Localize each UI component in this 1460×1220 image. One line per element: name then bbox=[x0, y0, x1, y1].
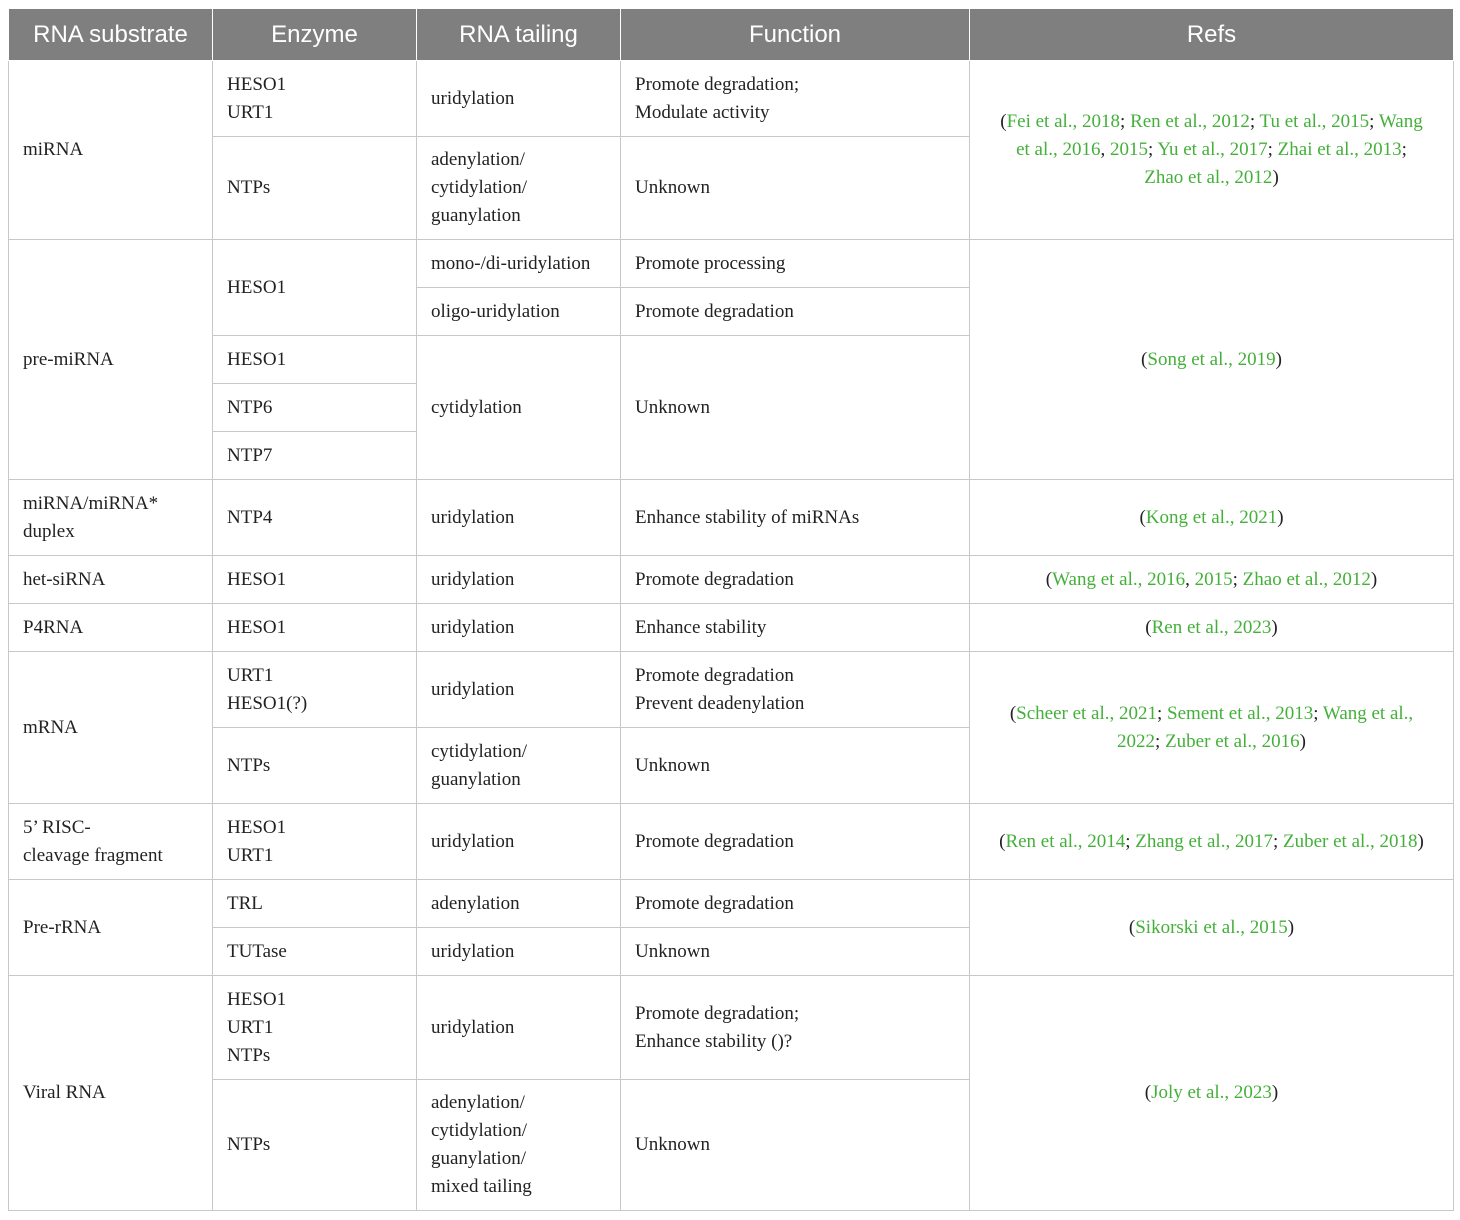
enzyme-cell: NTP7 bbox=[213, 432, 417, 480]
enzyme-cell: HESO1 URT1 bbox=[213, 804, 417, 880]
header-enzyme: Enzyme bbox=[213, 9, 417, 61]
enzyme-cell: HESO1 bbox=[213, 336, 417, 384]
table-row bbox=[9, 880, 1454, 928]
tailing-cell: uridylation bbox=[417, 61, 621, 137]
header-row bbox=[9, 9, 1454, 61]
function-cell: Promote degradation bbox=[621, 288, 970, 336]
ref-link[interactable]: Wang et al., bbox=[1322, 702, 1414, 724]
function-cell: Unknown bbox=[621, 137, 970, 240]
function-cell: Unknown bbox=[621, 1080, 970, 1211]
ref-link[interactable]: 2022 bbox=[1117, 730, 1156, 752]
refs-cell: (Kong et al., 2021) bbox=[970, 480, 1454, 556]
refs-cell: (Song et al., 2019) bbox=[970, 240, 1454, 480]
refs-cell: (Ren et al., 2014; Zhang et al., 2017; Zuber et al., 2018) bbox=[970, 804, 1454, 880]
ref-link[interactable]: Ren et al., 2014 bbox=[1005, 830, 1126, 852]
ref-link[interactable]: Sement et al., 2013 bbox=[1167, 702, 1314, 724]
rna-tailing-table bbox=[8, 8, 1454, 1211]
function-cell: Promote degradation; Enhance stability ()? bbox=[621, 976, 970, 1080]
ref-link[interactable]: Kong et al., 2021 bbox=[1145, 506, 1278, 528]
refs-cell: (Joly et al., 2023) bbox=[970, 976, 1454, 1211]
enzyme-cell: HESO1 bbox=[213, 556, 417, 604]
ref-link[interactable]: Zuber et al., 2018 bbox=[1283, 830, 1418, 852]
tailing-cell: cytidylation/ guanylation bbox=[417, 728, 621, 804]
enzyme-cell: HESO1 URT1 bbox=[213, 61, 417, 137]
tailing-cell: adenylation/ cytidylation/ guanylation/ mixed tailing bbox=[417, 1080, 621, 1211]
ref-link[interactable]: Tu et al., 2015 bbox=[1259, 111, 1370, 132]
ref-link[interactable]: Sikorski et al., 2015 bbox=[1135, 916, 1288, 938]
ref-link[interactable]: et al., 2016 bbox=[1016, 139, 1101, 160]
function-cell: Enhance stability bbox=[621, 604, 970, 652]
substrate-cell: 5’ RISC- cleavage fragment bbox=[9, 804, 213, 880]
refs-cell: (Sikorski et al., 2015) bbox=[970, 880, 1454, 976]
tailing-cell: oligo-uridylation bbox=[417, 288, 621, 336]
refs-cell: (Wang et al., 2016, 2015; Zhao et al., 2012) bbox=[970, 556, 1454, 604]
ref-link[interactable]: 2015 bbox=[1194, 568, 1233, 590]
ref-link[interactable]: Joly et al., 2023 bbox=[1151, 1082, 1272, 1103]
function-cell: Promote degradation bbox=[621, 804, 970, 880]
ref-link[interactable]: 2015 bbox=[1110, 139, 1148, 160]
refs-cell: (Fei et al., 2018; Ren et al., 2012; Tu et al., 2015; Wang et al., 2016, 2015; Yu et al., 2017; Zhai et al., 2013; Zhao et al., 2012) bbox=[970, 61, 1454, 240]
function-cell: Promote degradation bbox=[621, 556, 970, 604]
table-row bbox=[9, 652, 1454, 728]
table-row bbox=[9, 480, 1454, 556]
tailing-cell: uridylation bbox=[417, 976, 621, 1080]
enzyme-cell: HESO1 bbox=[213, 604, 417, 652]
ref-link[interactable]: Wang et al., 2016 bbox=[1052, 568, 1186, 590]
table-row bbox=[9, 240, 1454, 288]
function-cell: Promote degradation Prevent deadenylation bbox=[621, 652, 970, 728]
substrate-cell: het-siRNA bbox=[9, 556, 213, 604]
tailing-cell: uridylation bbox=[417, 604, 621, 652]
ref-link[interactable]: Zhao et al., 2012 bbox=[1144, 167, 1273, 188]
table-row bbox=[9, 61, 1454, 137]
substrate-cell: P4RNA bbox=[9, 604, 213, 652]
tailing-cell: adenylation/ cytidylation/ guanylation bbox=[417, 137, 621, 240]
enzyme-cell: HESO1 URT1 NTPs bbox=[213, 976, 417, 1080]
function-cell: Unknown bbox=[621, 336, 970, 480]
function-cell: Promote degradation bbox=[621, 880, 970, 928]
ref-link[interactable]: Scheer et al., 2021 bbox=[1016, 702, 1158, 724]
ref-link[interactable]: Fei et al., 2018 bbox=[1006, 111, 1121, 132]
table-row bbox=[9, 804, 1454, 880]
header-rna-substrate: RNA substrate bbox=[9, 9, 213, 61]
ref-link[interactable]: Song et al., 2019 bbox=[1147, 348, 1276, 370]
substrate-cell: pre-miRNA bbox=[9, 240, 213, 480]
function-cell: Promote degradation; Modulate activity bbox=[621, 61, 970, 137]
ref-link[interactable]: Wang bbox=[1378, 111, 1423, 132]
tailing-cell: adenylation bbox=[417, 880, 621, 928]
function-cell: Unknown bbox=[621, 928, 970, 976]
ref-link[interactable]: Ren et al., 2012 bbox=[1130, 111, 1250, 132]
enzyme-cell: NTPs bbox=[213, 137, 417, 240]
refs-cell: (Scheer et al., 2021; Sement et al., 2013; Wang et al., 2022; Zuber et al., 2016) bbox=[970, 652, 1454, 804]
enzyme-cell: HESO1 bbox=[213, 240, 417, 336]
substrate-cell: miRNA bbox=[9, 61, 213, 240]
enzyme-cell: NTPs bbox=[213, 728, 417, 804]
ref-link[interactable]: Zhai et al., 2013 bbox=[1277, 139, 1402, 160]
table-row bbox=[9, 556, 1454, 604]
enzyme-cell: URT1 HESO1(?) bbox=[213, 652, 417, 728]
tailing-cell: uridylation bbox=[417, 804, 621, 880]
enzyme-cell: NTP6 bbox=[213, 384, 417, 432]
tailing-cell: uridylation bbox=[417, 652, 621, 728]
enzyme-cell: NTP4 bbox=[213, 480, 417, 556]
header-refs: Refs bbox=[970, 9, 1454, 61]
ref-link[interactable]: Zhang et al., 2017 bbox=[1135, 830, 1273, 852]
refs-cell: (Ren et al., 2023) bbox=[970, 604, 1454, 652]
substrate-cell: mRNA bbox=[9, 652, 213, 804]
ref-link[interactable]: Yu et al., 2017 bbox=[1157, 139, 1268, 160]
ref-link[interactable]: Zhao et al., 2012 bbox=[1242, 568, 1371, 590]
tailing-cell: uridylation bbox=[417, 556, 621, 604]
tailing-cell: uridylation bbox=[417, 928, 621, 976]
tailing-cell: uridylation bbox=[417, 480, 621, 556]
ref-link[interactable]: Ren et al., 2023 bbox=[1151, 616, 1272, 638]
enzyme-cell: NTPs bbox=[213, 1080, 417, 1211]
function-cell: Promote processing bbox=[621, 240, 970, 288]
ref-link[interactable]: Zuber et al., 2016 bbox=[1165, 730, 1300, 752]
header-rna-tailing: RNA tailing bbox=[417, 9, 621, 61]
table-row bbox=[9, 604, 1454, 652]
substrate-cell: miRNA/miRNA* duplex bbox=[9, 480, 213, 556]
table-row bbox=[9, 976, 1454, 1080]
function-cell: Enhance stability of miRNAs bbox=[621, 480, 970, 556]
tailing-cell: mono-/di-uridylation bbox=[417, 240, 621, 288]
enzyme-cell: TRL bbox=[213, 880, 417, 928]
enzyme-cell: TUTase bbox=[213, 928, 417, 976]
tailing-cell: cytidylation bbox=[417, 336, 621, 480]
substrate-cell: Pre-rRNA bbox=[9, 880, 213, 976]
header-function: Function bbox=[621, 9, 970, 61]
substrate-cell: Viral RNA bbox=[9, 976, 213, 1211]
function-cell: Unknown bbox=[621, 728, 970, 804]
